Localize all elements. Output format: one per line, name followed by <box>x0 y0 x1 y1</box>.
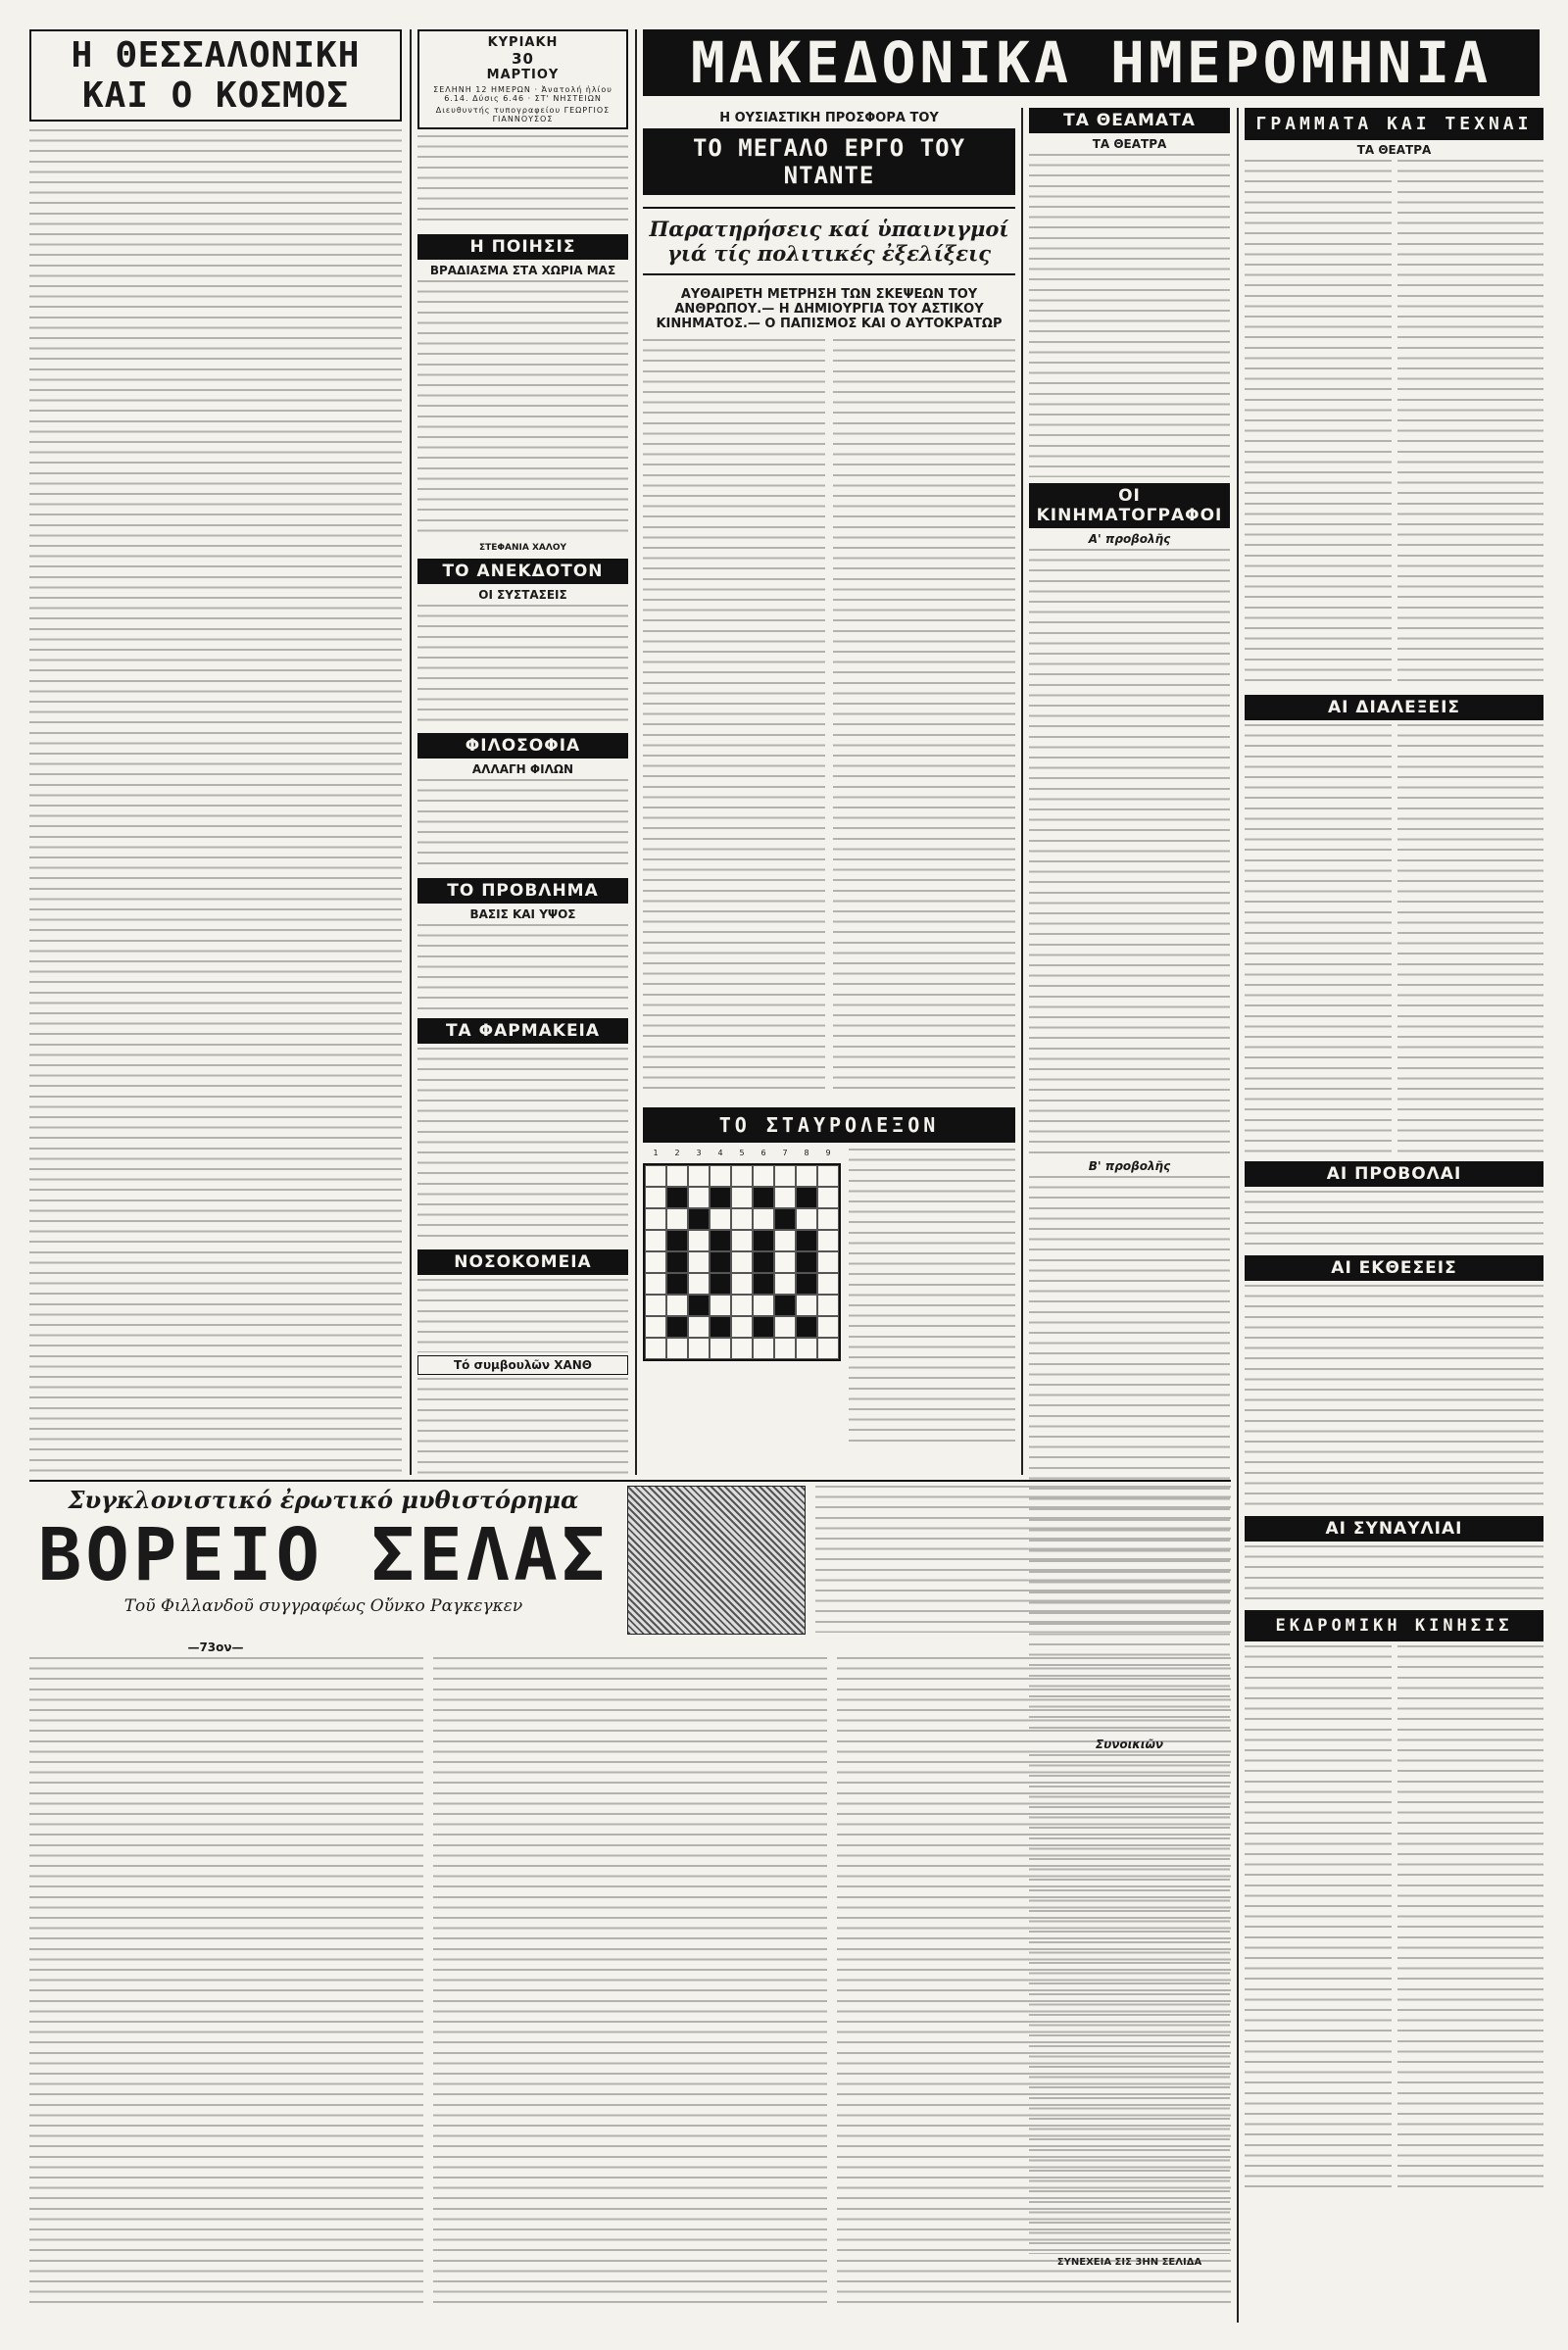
crossword-block-cell <box>710 1316 731 1338</box>
crossword-block-cell <box>796 1251 817 1273</box>
mid-column <box>417 29 628 1475</box>
crossword-cell[interactable] <box>645 1251 666 1273</box>
crossword-cell[interactable] <box>731 1273 753 1295</box>
crossword-cell[interactable] <box>710 1165 731 1187</box>
hospitals-heading: ΝΟΣΟΚΟΜΕΙΑ <box>417 1249 628 1275</box>
concerts-heading: ΑΙ ΣΥΝΑΥΛΙΑΙ <box>1245 1516 1544 1542</box>
screenings-heading: ΑΙ ΠΡΟΒΟΛΑΙ <box>1245 1161 1544 1187</box>
crossword-cell[interactable] <box>774 1230 796 1251</box>
crossword-cell[interactable] <box>645 1316 666 1338</box>
excursions-heading: ΕΚΔΡΟΜΙΚΗ ΚΙΝΗΣΙΣ <box>1245 1610 1544 1641</box>
crossword-cell[interactable] <box>645 1165 666 1187</box>
crossword-block-cell <box>796 1273 817 1295</box>
crossword-block-cell <box>666 1251 688 1273</box>
serial-title: ΒΟΡΕΙΟ ΣΕΛΑΣ <box>37 1513 610 1597</box>
crossword-number: 9 <box>825 1149 831 1157</box>
crossword-cell[interactable] <box>731 1295 753 1316</box>
crossword-block-cell <box>666 1230 688 1251</box>
crossword-cell[interactable] <box>688 1338 710 1359</box>
crossword-cell[interactable] <box>817 1295 839 1316</box>
poetry-author: ΣΤΕΦΑΝΙΑ ΧΑΛΟΥ <box>478 543 567 553</box>
crossword-cell[interactable] <box>753 1208 774 1230</box>
left-headline-line1: Η ΘΕΣΣΑΛΟΝΙΚΗ <box>71 35 361 75</box>
crossword-cell[interactable] <box>731 1316 753 1338</box>
crossword-number: 8 <box>804 1149 809 1157</box>
center-kicker: Η ΟΥΣΙΑΣΤΙΚΗ ΠΡΟΣΦΟΡΑ ΤΟΥ <box>719 111 939 125</box>
crossword-block <box>643 1107 1015 1475</box>
center-article <box>643 108 1015 1098</box>
crossword-cell[interactable] <box>731 1338 753 1359</box>
crossword-block-cell <box>710 1230 731 1251</box>
editor-credit: Διευθυντής τυπογραφείου ΓΕΩΡΓΙΟΣ ΓΙΑΝΝΟΥΣΟΣ <box>435 106 611 123</box>
philosophy-subheading: ΑΛΛΑΓΗ ΦΙΛΩΝ <box>471 762 574 776</box>
theatres-heading: ΤΑ ΘΕΑΜΑΤΑ <box>1029 108 1230 133</box>
philosophy-heading: ΦΙΛΟΣΟΦΙΑ <box>417 733 628 759</box>
crossword-cell[interactable] <box>796 1208 817 1230</box>
crossword-cell[interactable] <box>688 1165 710 1187</box>
left-headline-line2: ΚΑΙ Ο ΚΟΣΜΟΣ <box>81 75 350 116</box>
continued-note: ΣΥΝΕΧΕΙΑ ΣΙΣ 3ΗΝ ΣΕΛΙΔΑ <box>1056 2257 1202 2268</box>
newspaper-page <box>29 29 1544 2323</box>
left-headline-box <box>29 29 402 122</box>
second-run-heading: Β' προβολῆς <box>1088 1159 1171 1173</box>
crossword-cell[interactable] <box>666 1338 688 1359</box>
cinemas-heading: ΟΙ ΚΙΝΗΜΑΤΟΓΡΑΦΟΙ <box>1029 483 1230 528</box>
crossword-block-cell <box>753 1230 774 1251</box>
crossword-cell[interactable] <box>817 1316 839 1338</box>
poetry-subheading: ΒΡΑΔΙΑΣΜΑ ΣΤΑ ΧΩΡΙΑ ΜΑΣ <box>429 264 616 277</box>
problem-subheading: ΒΑΣΙΣ ΚΑΙ ΥΨΟΣ <box>469 907 576 921</box>
crossword-block-cell <box>796 1316 817 1338</box>
crossword-number: 7 <box>782 1149 788 1157</box>
crossword-block-cell <box>710 1273 731 1295</box>
right-masthead: ΓΡΑΜΜΑΤΑ ΚΑΙ ΤΕΧΝΑΙ <box>1245 108 1544 140</box>
crossword-cell[interactable] <box>817 1338 839 1359</box>
crossword-cell[interactable] <box>817 1165 839 1187</box>
crossword-cell[interactable] <box>817 1187 839 1208</box>
crossword-cell[interactable] <box>774 1251 796 1273</box>
crossword-cell[interactable] <box>731 1165 753 1187</box>
date-box <box>417 29 628 129</box>
crossword-cell[interactable] <box>774 1338 796 1359</box>
crossword-cell[interactable] <box>817 1208 839 1230</box>
crossword-cell[interactable] <box>645 1295 666 1316</box>
right-column <box>1245 108 1544 2323</box>
advice-heading: Τό συμβουλῶν ΧΑΝΘ <box>417 1355 628 1375</box>
crossword-number: 2 <box>674 1149 680 1157</box>
crossword-cell[interactable] <box>710 1338 731 1359</box>
crossword-cell[interactable] <box>796 1338 817 1359</box>
left-column <box>29 29 402 1475</box>
crossword-cell[interactable] <box>731 1208 753 1230</box>
crossword-cell[interactable] <box>731 1230 753 1251</box>
crossword-heading: ΤΟ ΣΤΑΥΡΟΛΕΞΟΝ <box>643 1107 1015 1143</box>
anecdote-heading: ΤΟ ΑΝΕΚΔΟΤΟΝ <box>417 559 628 584</box>
center-headline: ΤΟ ΜΕΓΑΛΟ ΕΡΓΟ ΤΟΥ ΝΤΑΝΤΕ <box>643 128 1015 195</box>
crossword-cell[interactable] <box>817 1273 839 1295</box>
crossword-number: 4 <box>717 1149 723 1157</box>
date-month: ΜΑΡΤΙΟΥ <box>486 68 560 82</box>
almanac-text: ΣΕΛΗΝΗ 12 ΗΜΕΡΩΝ · Ἀνατολή ἡλίου 6.14. Δύσις 6.46 · ΣΤ' ΝΗΣΤΕΙΩΝ <box>433 85 612 103</box>
theatres-subheading: ΤΑ ΘΕΑΤΡΑ <box>1092 137 1167 151</box>
crossword-cell[interactable] <box>774 1165 796 1187</box>
crossword-block-cell <box>774 1208 796 1230</box>
crossword-cell[interactable] <box>796 1165 817 1187</box>
center-subhead: Παρατηρήσεις καί ὑπαινιγμοί γιά τίς πολιτικές ἐξελίξεις <box>643 207 1015 275</box>
crossword-block-cell <box>753 1273 774 1295</box>
crossword-cell[interactable] <box>753 1165 774 1187</box>
crossword-cell[interactable] <box>645 1273 666 1295</box>
masthead-title: ΜΑΚΕΔΟΝΙΚΑ ΗΜΕΡΟΜΗΝΙΑ <box>643 29 1540 96</box>
crossword-number: 3 <box>696 1149 702 1157</box>
crossword-cell[interactable] <box>645 1230 666 1251</box>
crossword-number: 5 <box>739 1149 745 1157</box>
crossword-block-cell <box>710 1251 731 1273</box>
crossword-cell[interactable] <box>645 1187 666 1208</box>
serial-novel <box>29 1480 1231 2325</box>
crossword-column-numbers <box>643 1149 841 1157</box>
crossword-block-cell <box>753 1251 774 1273</box>
crossword-cell[interactable] <box>666 1295 688 1316</box>
crossword-block-cell <box>688 1208 710 1230</box>
crossword-cell[interactable] <box>666 1208 688 1230</box>
crossword-cell[interactable] <box>774 1187 796 1208</box>
crossword-cell[interactable] <box>753 1295 774 1316</box>
lectures-heading: ΑΙ ΔΙΑΛΕΞΕΙΣ <box>1245 695 1544 720</box>
crossword-cell[interactable] <box>645 1338 666 1359</box>
crossword-block-cell <box>666 1187 688 1208</box>
center-deck: ΑΥΘΑΙΡΕΤΗ ΜΕΤΡΗΣΗ ΤΩΝ ΣΚΕΨΕΩΝ ΤΟΥ ΑΝΘΡΩΠΟΥ.— Η ΔΗΜΙΟΥΡΓΙΑ ΤΟΥ ΑΣΤΙΚΟΥ ΚΙΝΗΜΑΤΟΣ.— Ο ΠΑΠΙΣΜΟΣ ΚΑΙ Ο ΑΥΤΟΚΡΑΤΩΡ <box>656 287 1003 331</box>
crossword-number: 6 <box>760 1149 766 1157</box>
crossword-cell[interactable] <box>688 1187 710 1208</box>
serial-illustration <box>627 1486 806 1635</box>
anecdote-subheading: ΟΙ ΣΥΣΤΑΣΕΙΣ <box>478 588 567 602</box>
exhibitions-heading: ΑΙ ΕΚΘΕΣΕΙΣ <box>1245 1255 1544 1281</box>
crossword-block-cell <box>774 1295 796 1316</box>
crossword-cell[interactable] <box>817 1230 839 1251</box>
crossword-cell[interactable] <box>645 1208 666 1230</box>
crossword-block-cell <box>753 1316 774 1338</box>
crossword-cell[interactable] <box>710 1295 731 1316</box>
crossword-block-cell <box>688 1295 710 1316</box>
crossword-block-cell <box>710 1187 731 1208</box>
problem-heading: ΤΟ ΠΡΟΒΛΗΜΑ <box>417 878 628 904</box>
neighbourhood-heading: Συνοικιῶν <box>1095 1738 1164 1751</box>
crossword-cell[interactable] <box>688 1273 710 1295</box>
crossword-cell[interactable] <box>731 1187 753 1208</box>
crossword-block-cell <box>753 1187 774 1208</box>
serial-byline: Τοῦ Φιλλανδοῦ συγγραφέως Οὔνκο Ραγκεγκεν <box>123 1596 523 1616</box>
left-article-body <box>29 129 402 1472</box>
crossword-cell[interactable] <box>796 1295 817 1316</box>
crossword-block-cell <box>796 1230 817 1251</box>
crossword-cell[interactable] <box>731 1251 753 1273</box>
crossword-cell[interactable] <box>688 1251 710 1273</box>
crossword-cell[interactable] <box>753 1338 774 1359</box>
pharmacies-heading: ΤΑ ΦΑΡΜΑΚΕΙΑ <box>417 1018 628 1044</box>
crossword-cell[interactable] <box>774 1273 796 1295</box>
crossword-block-cell <box>666 1273 688 1295</box>
crossword-number: 1 <box>653 1149 659 1157</box>
date-day: ΚΥΡΙΑΚΗ <box>487 35 559 50</box>
crossword-cell[interactable] <box>688 1230 710 1251</box>
crossword-cell[interactable] <box>710 1208 731 1230</box>
serial-episode: —73ον— <box>187 1640 244 1654</box>
poetry-heading: Η ΠΟΙΗΣΙΣ <box>417 234 628 260</box>
crossword-cell[interactable] <box>688 1316 710 1338</box>
crossword-grid[interactable] <box>643 1163 841 1361</box>
crossword-block-cell <box>796 1187 817 1208</box>
right-theatre-heading: ΤΑ ΘΕΑΤΡΑ <box>1356 143 1432 157</box>
first-run-heading: Α' προβολῆς <box>1088 532 1171 546</box>
serial-kicker: Συγκλονιστικό ἐρωτικό μυθιστόρημα <box>68 1486 579 1514</box>
crossword-cell[interactable] <box>666 1165 688 1187</box>
crossword-block-cell <box>666 1316 688 1338</box>
crossword-cell[interactable] <box>817 1251 839 1273</box>
crossword-cell[interactable] <box>774 1316 796 1338</box>
date-number: 30 <box>512 50 534 68</box>
